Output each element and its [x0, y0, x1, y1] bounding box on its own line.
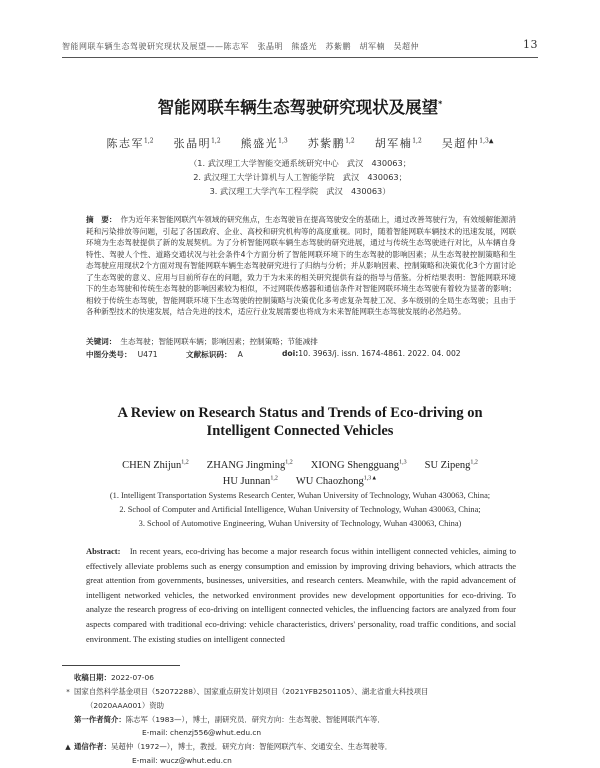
clc-code — [86, 349, 158, 360]
abstract-label: Abstract: — [86, 546, 121, 556]
chinese-abstract — [86, 214, 516, 318]
author-name: 熊盛光 — [240, 137, 279, 150]
chinese-affiliation: 2. 武汉理工大学计算机与人工智能学院 武汉 430063； — [193, 172, 407, 182]
author-name: 苏紫鹏 — [307, 137, 346, 150]
author-name: WU Chaozhong — [295, 475, 364, 487]
doi-label: doi: — [282, 349, 299, 358]
author — [122, 460, 189, 471]
page-number: 13 — [523, 38, 538, 51]
author — [107, 137, 154, 150]
author-name: 陈志军 — [106, 137, 145, 150]
english-affiliation: (1. Intelligent Transportation Systems Research Center, Wuhan University of Technology, Wuhan 430063, China; — [109, 491, 491, 500]
chinese-affiliation: 3. 武汉理工大学汽车工程学院 武汉 430063） — [209, 186, 391, 196]
english-title-line: Intelligent Connected Vehicles — [206, 423, 394, 439]
author-affiliation-sup: 1,2 — [144, 137, 154, 145]
english-title-line: A Review on Research Status and Trends of Eco-driving on — [117, 405, 483, 421]
funding-note-cont: （2020AAA001）资助 — [86, 701, 165, 710]
english-authors — [0, 475, 600, 487]
author-affiliation-sup: 1,3 — [399, 459, 407, 465]
author-affiliation-sup: 1,3▲ — [363, 475, 378, 481]
footnotes — [62, 671, 538, 768]
chinese-affiliation: （1. 武汉理工大学智能交通系统研究中心 武汉 430063； — [189, 158, 411, 168]
author-affiliation-sup: 1,3▲ — [479, 137, 494, 145]
footnote-rule — [62, 665, 180, 666]
abstract-label: 摘 要： — [86, 215, 117, 224]
document-code-label: 文献标识码： — [186, 350, 232, 359]
chinese-authors — [0, 135, 600, 151]
author — [296, 476, 377, 487]
author-affiliation-sup: 1,2 — [285, 459, 293, 465]
received-date — [62, 671, 538, 685]
clc-value: U471 — [137, 350, 158, 359]
chinese-title — [0, 94, 600, 118]
keywords-text: 生态驾驶；智能网联车辆；影响因素；控制策略；节能减排 — [120, 337, 318, 346]
author — [223, 476, 278, 487]
author — [241, 137, 288, 150]
author — [311, 460, 407, 471]
first-author-note — [62, 713, 538, 727]
doi-value: 10. 3963/j. issn. 1674-4861. 2022. 04. 002 — [298, 349, 461, 358]
author-affiliation-sup: 1,2 — [270, 475, 278, 481]
english-authors — [0, 459, 600, 471]
english-affiliation: 2. School of Computer and Artificial Intelligence, Wuhan University of Technology, Wuhan 430063, China; — [119, 505, 481, 514]
funding-mark: * — [66, 687, 70, 696]
author — [442, 137, 494, 150]
author-name: XIONG Shengguang — [310, 459, 400, 471]
author — [207, 460, 293, 471]
funding-text: 国家自然科学基金项目（52072288）、国家重点研发计划项目（2021YFB2501105）、湖北省重大科技项目 — [74, 686, 429, 696]
abstract-text: In recent years, eco-driving has become a major research focus within intelligent connected vehicles, aiming to effectively alleviate problems such as energy consumption and emission by improving driving behaviors, which attracts the great attention from governments, businesses, universities, and research centers. Meanwhile, with the rapid advancement of intelligent networked vehicles, the networked environment provides new development opportunities for eco-driving. To analyze the research progress of eco-driving on intelligent connected vehicles, the influencing factors are analyzed from four aspects compared with traditional eco-driving: vehicle characteristics, drivers' personality, road traffic conditions, and social environment. The existing studies on intelligent connected — [86, 546, 516, 644]
author — [308, 137, 355, 150]
author-name: HU Junnan — [222, 475, 271, 487]
running-head — [62, 40, 538, 54]
chinese-title-text: 智能网联车辆生态驾驶研究现状及展望 — [157, 98, 439, 117]
english-title — [0, 404, 600, 440]
chinese-keywords — [86, 336, 516, 348]
corresponding-mark: ▲ — [65, 742, 71, 751]
english-abstract — [86, 544, 516, 646]
first-author-email: E-mail: chenzj556@whut.edu.cn — [142, 728, 262, 737]
author-affiliation-sup: 1,2 — [470, 459, 478, 465]
clc-label: 中图分类号： — [86, 350, 132, 359]
document-code-value: A — [237, 350, 243, 359]
author-name: CHEN Zhijun — [122, 459, 182, 471]
corresponding-text: 吴超仲（1972—），博士，教授．研究方向：智能网联汽车、交通安全、生态驾驶等． — [110, 741, 393, 751]
author-name: 胡军楠 — [374, 137, 413, 150]
author-affiliation-sup: 1,3 — [278, 137, 288, 145]
author-affiliation-sup: 1,2 — [181, 459, 189, 465]
doi — [282, 349, 461, 358]
header-rule — [62, 57, 538, 58]
author — [174, 137, 221, 150]
first-author-label: 第一作者简介： — [74, 714, 126, 724]
author — [425, 460, 478, 471]
author-affiliation-sup: 1,2 — [211, 137, 221, 145]
author-affiliation-sup: 1,2 — [412, 137, 422, 145]
author-name: SU Zipeng — [424, 459, 471, 471]
title-footnote-mark: * — [438, 99, 443, 109]
received-value: 2022-07-06 — [110, 673, 154, 682]
corresponding-label: 通信作者： — [74, 741, 111, 751]
author-name: ZHANG Jingming — [206, 459, 286, 471]
first-author-text: 陈志军（1983—），博士，副研究员．研究方向：生态驾驶、智能网联汽车等． — [125, 714, 385, 724]
english-affiliation: 3. School of Automotive Engineering, Wuhan University of Technology, Wuhan 430063, China) — [138, 519, 462, 528]
corresponding-email: E-mail: wucz@whut.edu.cn — [132, 756, 232, 765]
author — [375, 137, 422, 150]
author-name: 吴超仲 — [441, 137, 480, 150]
received-label: 收稿日期： — [74, 673, 111, 682]
funding-note — [62, 685, 538, 700]
keywords-label: 关键词： — [86, 337, 117, 346]
document-code — [186, 349, 243, 360]
author-name: 张晶明 — [173, 137, 212, 150]
author-affiliation-sup: 1,2 — [345, 137, 355, 145]
corresponding-note — [62, 740, 538, 755]
abstract-text: 作为近年来智能网联汽车领域的研究焦点，生态驾驶旨在提高驾驶安全的基础上，通过改善驾驶行为，有效缓解能源消耗和污染排放等问题，引起了各国政府、企业、高校和研究机构等的高度重视。同时，随着智能网联车辆技术的迅速发展，网联环境为生态驾驶提供了新的发展契机。为了分析智能网联车辆生态驾驶的研究进展，通过与传统生态驾驶进行对比，从车辆自身特性、驾驶人个性、道路交通状况与社会条件4个方面分析了智能网联环境下的生态驾驶的影响因素；从生态驾驶控制策略和生态驾驶应用现状2个方面对现有智能网联车辆生态驾驶研究进行了归纳与分析；并从影响因素、控制策略和决策优化3个方面讨论了生态驾驶的意义、应用与目前所存在的问题，致力于为未来的相关研究提供有益的指导与借鉴。分析结果表明：智能网联环境下的生态驾驶和传统生态驾驶的影响因素较为相似，不过网联传感器和通信条件对智能网联环境生态驾驶有着较为显著的影响；相较于传统生态驾驶，智能网联环境下生态驾驶的控制策略与决策优化多考虑复杂驾驶工况、多车级别的全局生态驾驶；且由于各种新型技术的快速发展，结合先进的技术，适应行业发展需要也将成为未来智能网联生态驾驶发展的必然趋势。 — [86, 215, 517, 316]
running-head-text: 智能网联车辆生态驾驶研究现状及展望——陈志军 张晶明 熊盛光 苏紫鹏 胡军楠 吴超仲 — [62, 42, 419, 51]
